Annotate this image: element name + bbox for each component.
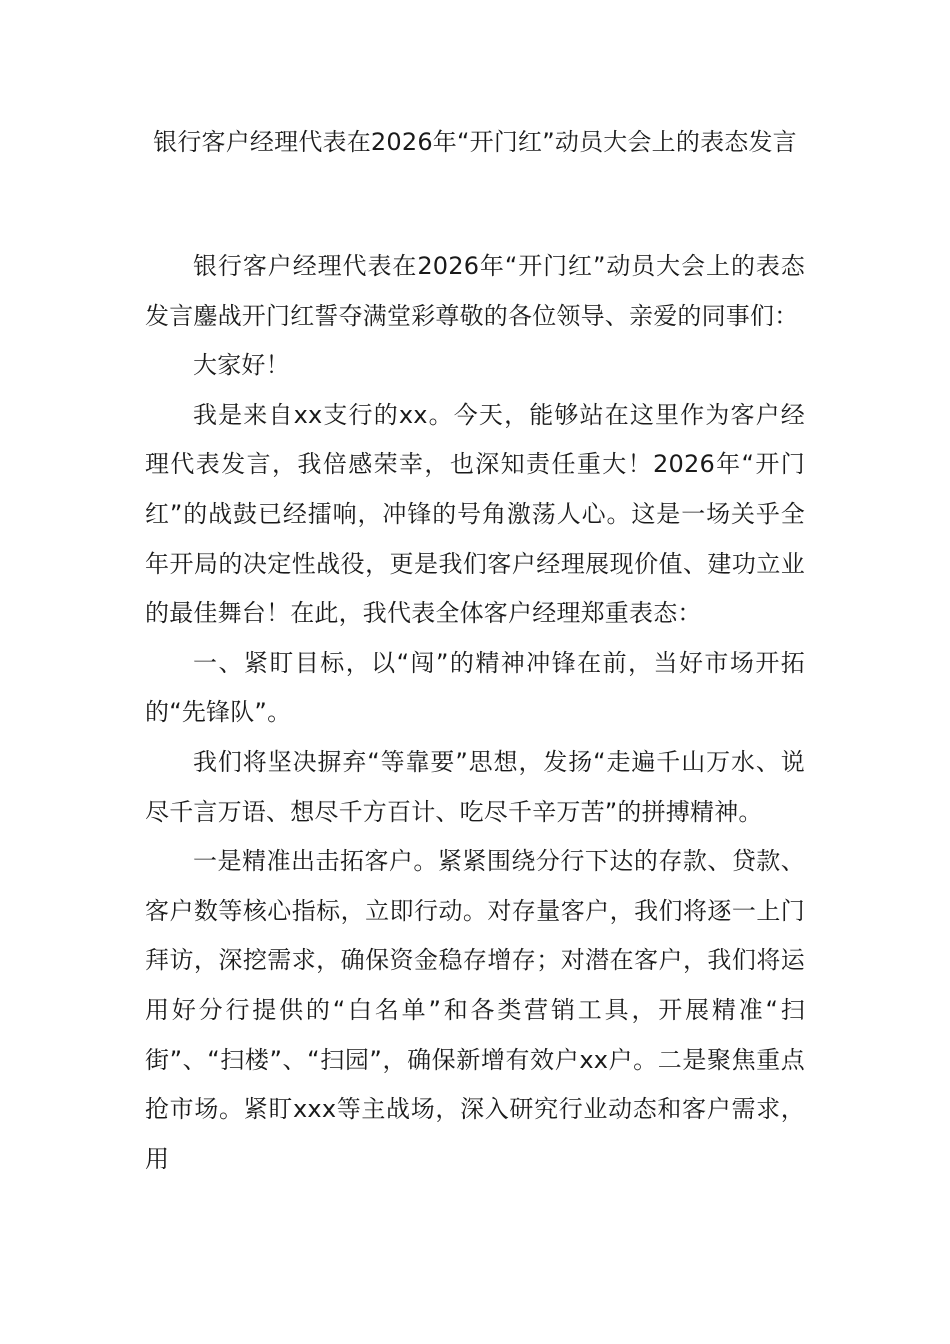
paragraph-action-points: 一是精准出击拓客户。紧紧围绕分行下达的存款、贷款、客户数等核心指标，立即行动。对存量客户，我们将逐一上门拜访，深挖需求，确保资金稳存增存；对潜在客户，我们将运用好分行提供的“白名单”和各类营销工具，开展精准“扫街”、“扫楼”、“扫园”，确保新增有效户xx户。二是聚焦重点抢市场。紧盯xxx等主战场，深入研究行业动态和客户需求，用 — [145, 847, 805, 1173]
document-title: 银行客户经理代表在2026年“开门红”动员大会上的表态发言 — [153, 128, 797, 156]
paragraph-greeting: 大家好！ — [193, 351, 290, 380]
paragraph-section-summary: 我们将坚决摒弃“等靠要”思想，发扬“走遍千山万水、说尽千言万语、想尽千方百计、吃尽千辛万苦”的拼搏精神。 — [145, 747, 805, 826]
paragraph-introduction: 我是来自xx支行的xx。今天，能够站在这里作为客户经理代表发言，我倍感荣幸，也深知责任重大！2026年“开门红”的战鼓已经擂响，冲锋的号角激荡人心。这是一场关乎全年开局的决定性战役，更是我们客户经理展现价值、建功立业的最佳舞台！在此，我代表全体客户经理郑重表态： — [145, 400, 805, 628]
paragraph-section-heading-1: 一、紧盯目标，以“闯”的精神冲锋在前，当好市场开拓的“先锋队”。 — [145, 648, 805, 727]
paragraph-opening: 银行客户经理代表在2026年“开门红”动员大会上的表态发言鏖战开门红誓夺满堂彩尊敬的各位领导、亲爱的同事们： — [145, 252, 805, 330]
document-body — [145, 242, 805, 1184]
